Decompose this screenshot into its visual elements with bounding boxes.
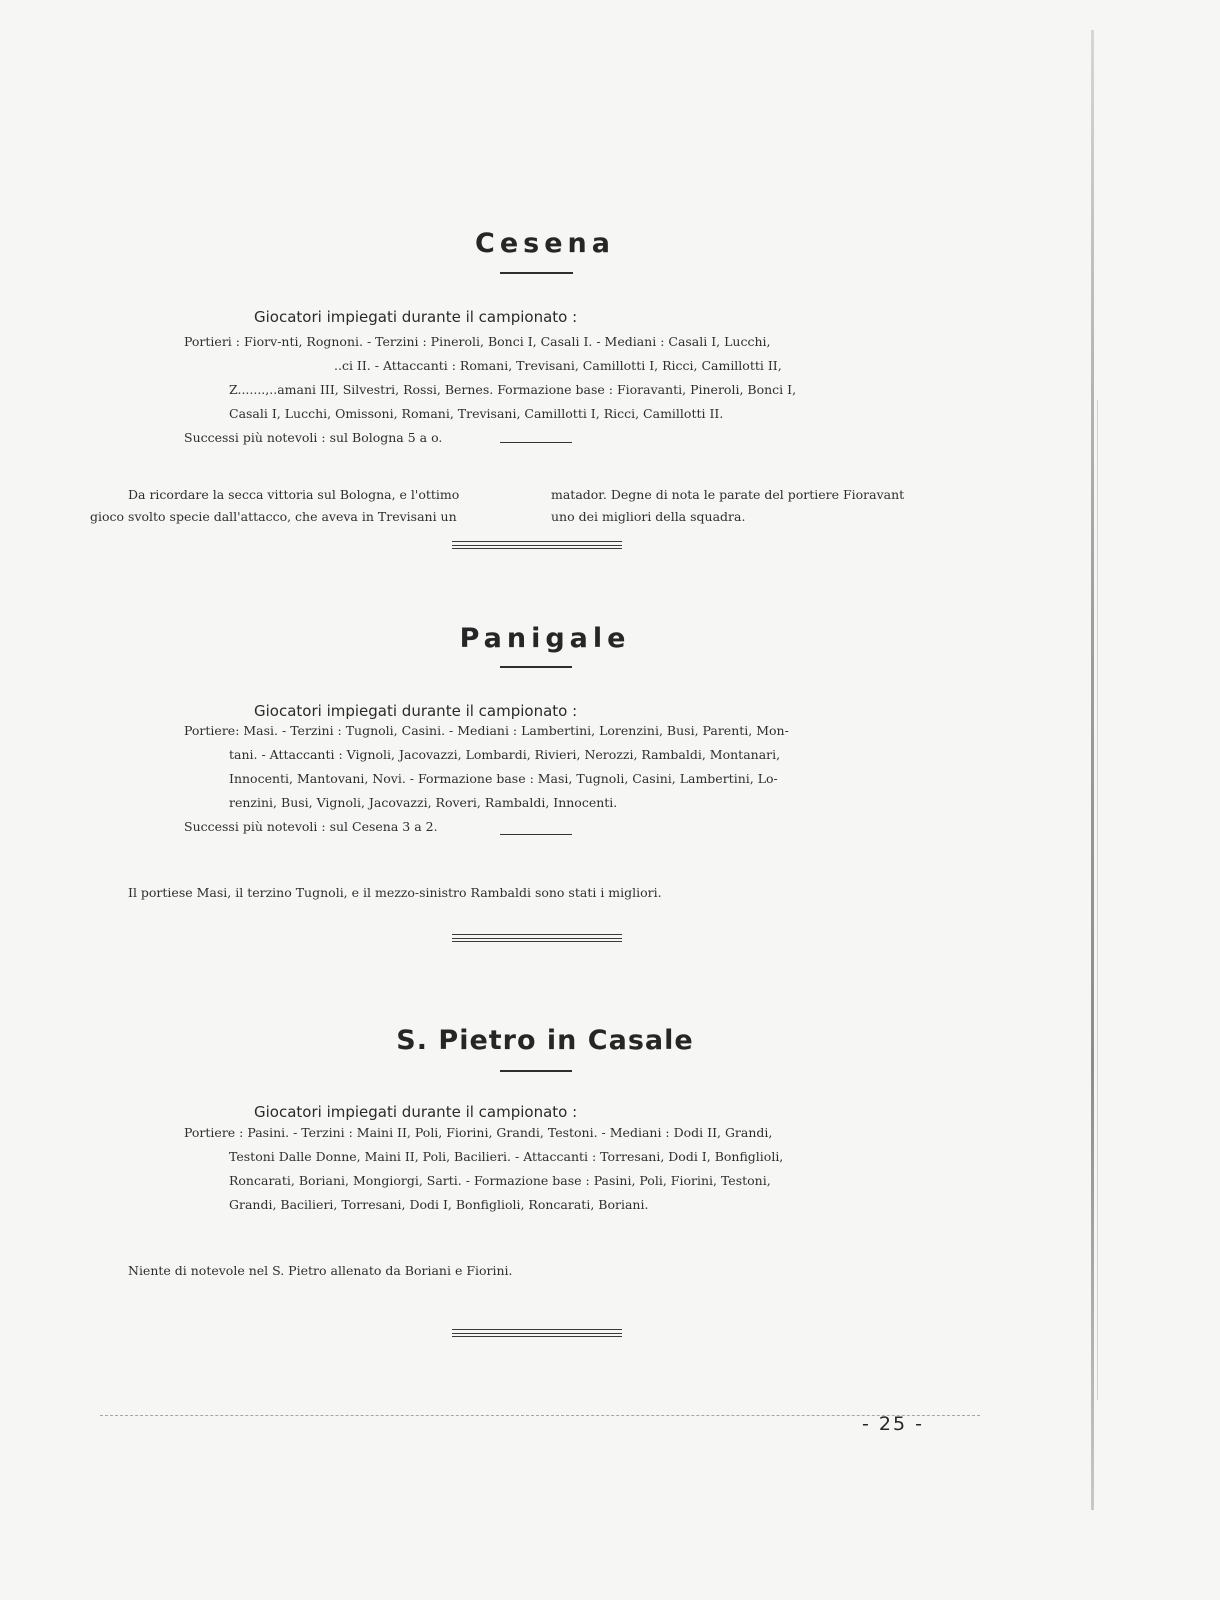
players-list [184, 1121, 783, 1217]
players-line: Innocenti, Mantovani, Novi. - Formazione base : Masi, Tugnoli, Casini, Lambertini, Lo- [229, 771, 778, 786]
footer-rule [100, 1415, 980, 1416]
title-underline [500, 272, 573, 274]
binding-edge [1091, 30, 1094, 1510]
section-title: S. Pietro in Casale [396, 1025, 694, 1056]
section-end-rule [452, 541, 622, 551]
section-title: Cesena [475, 228, 615, 259]
section-note: Niente di notevole nel S. Pietro allenato da Boriani e Fiorini. [128, 1263, 513, 1278]
section-end-rule [452, 934, 622, 944]
section-subtitle: Giocatori impiegati durante il campionato : [254, 1103, 578, 1121]
section-title: Panigale [459, 623, 631, 654]
section-note: Il portiese Masi, il terzino Tugnoli, e il mezzo-sinistro Rambaldi sono stati i migliori. [128, 885, 662, 900]
players-line: tani. - Attaccanti : Vignoli, Jacovazzi, Lombardi, Rivieri, Nerozzi, Rambaldi, Montanari, [229, 747, 781, 762]
note-line: matador. Degne di nota le parate del portiere Fioravant [551, 487, 905, 502]
separator-rule [500, 834, 572, 835]
note-right-column [551, 484, 904, 528]
players-list [184, 719, 789, 839]
players-line: Successi più notevoli : sul Cesena 3 a 2. [184, 819, 438, 834]
note-line: uno dei migliori della squadra. [551, 509, 746, 524]
title-underline [500, 666, 572, 668]
players-line: Casali I, Lucchi, Omissoni, Romani, Trevisani, Camillotti I, Ricci, Camillotti II. [229, 406, 724, 421]
section-subtitle: Giocatori impiegati durante il campionato : [254, 308, 578, 326]
players-line: Testoni Dalle Donne, Maini II, Poli, Bacilieri. - Attaccanti : Torresani, Dodi I, Bonfiglioli, [229, 1149, 784, 1164]
binding-edge-shadow [1097, 400, 1098, 1400]
section-end-rule [452, 1329, 622, 1339]
players-line: ..ci II. - Attaccanti : Romani, Trevisani, Camillotti I, Ricci, Camillotti II, [334, 358, 782, 373]
players-line: Roncarati, Boriani, Mongiorgi, Sarti. - Formazione base : Pasini, Poli, Fiorini, Testoni, [229, 1173, 771, 1188]
section-subtitle: Giocatori impiegati durante il campionato : [254, 702, 578, 720]
players-line: Portiere : Pasini. - Terzini : Maini II, Poli, Fiorini, Grandi, Testoni. - Mediani : Dodi II, Grandi, [184, 1125, 773, 1140]
note-line: gioco svolto specie dall'attacco, che aveva in Trevisani un [90, 509, 457, 524]
title-underline [500, 1070, 572, 1072]
players-line: Portieri : Fiorv-nti, Rognoni. - Terzini : Pineroli, Bonci I, Casali I. - Mediani : Casali I, Lucchi, [184, 334, 771, 349]
note-left-column [90, 484, 459, 528]
separator-rule [500, 442, 572, 443]
players-line: Portiere: Masi. - Terzini : Tugnoli, Casini. - Mediani : Lambertini, Lorenzini, Busi, Parenti, Mon- [184, 723, 789, 738]
players-line: Successi più notevoli : sul Bologna 5 a o. [184, 430, 443, 445]
page-number: - 25 - [862, 1413, 924, 1435]
players-list [184, 330, 796, 450]
players-line: renzini, Busi, Vignoli, Jacovazzi, Roveri, Rambaldi, Innocenti. [229, 795, 618, 810]
players-line: Z.......,..amani III, Silvestri, Rossi, Bernes. Formazione base : Fioravanti, Pineroli, Bonci I, [229, 382, 797, 397]
note-line: Da ricordare la secca vittoria sul Bologna, e l'ottimo [128, 487, 460, 502]
players-line: Grandi, Bacilieri, Torresani, Dodi I, Bonfiglioli, Roncarati, Boriani. [229, 1197, 649, 1212]
